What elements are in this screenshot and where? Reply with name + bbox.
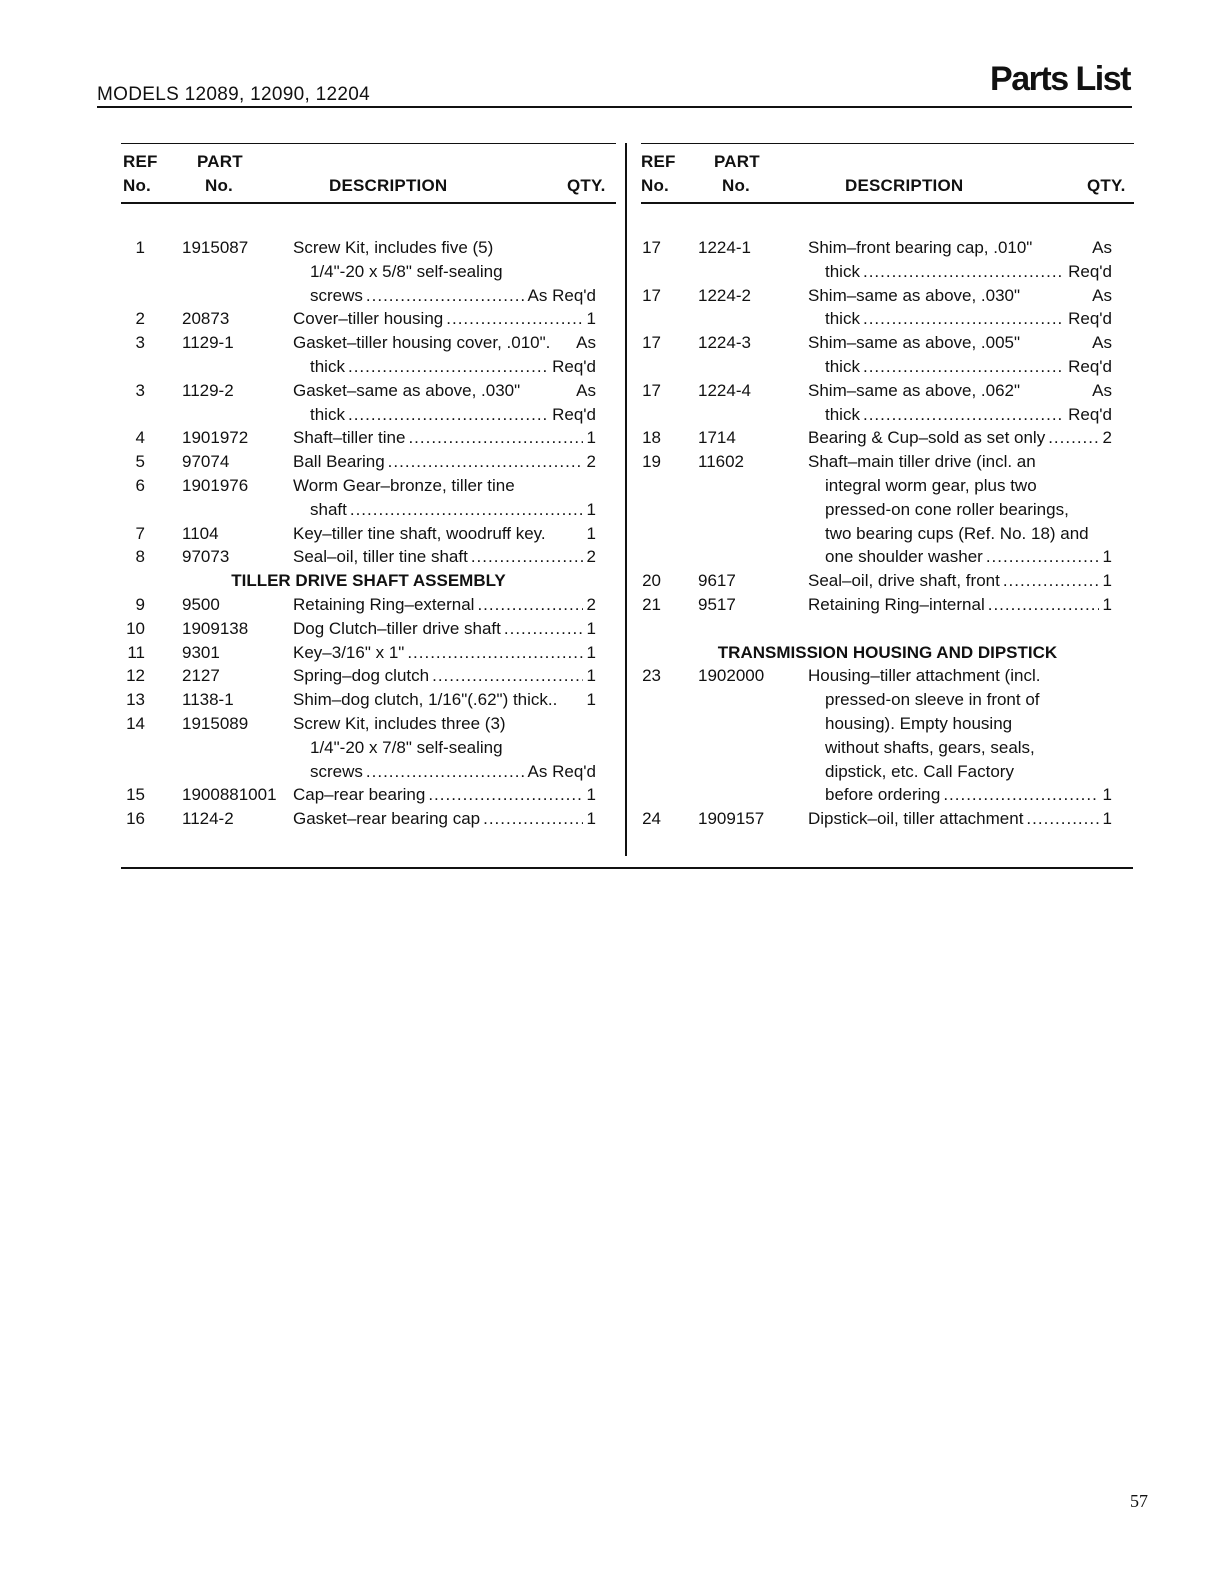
part-number: 1915087: [182, 238, 249, 257]
table-row: [641, 593, 1134, 617]
ref-number: 16: [126, 809, 145, 829]
table-row: [121, 664, 616, 688]
table-row: [121, 474, 616, 498]
dot-leader: [863, 403, 1064, 427]
quantity: 1: [1102, 809, 1112, 829]
table-row: [121, 236, 616, 260]
qty-header: QTY.: [1087, 176, 1126, 195]
table-row: [121, 379, 616, 403]
dot-leader: [348, 403, 548, 427]
quantity: As: [576, 380, 596, 400]
description: shaft: [310, 499, 347, 519]
part-number: 1900881001: [182, 785, 277, 805]
ref-number: 7: [135, 523, 145, 543]
part-number: 11602: [698, 452, 745, 472]
table-header: [121, 152, 616, 202]
table-row: [641, 783, 1134, 807]
table-row: [641, 331, 1134, 355]
qty-header: QTY.: [567, 176, 606, 195]
description: Housing–tiller attachment (incl.: [808, 666, 1041, 686]
dot-leader: [483, 807, 582, 831]
part-number: 1138-1: [182, 690, 234, 710]
table-row: [641, 474, 1134, 498]
ref-number: 11: [127, 642, 145, 662]
quantity: Req'd: [552, 356, 596, 376]
description: thick: [825, 309, 860, 329]
table-row: [121, 807, 616, 831]
table-row: [641, 664, 1134, 688]
ref-number: 2: [135, 309, 145, 329]
description: Retaining Ring–external: [293, 594, 475, 614]
table-row: [121, 760, 616, 784]
ref-number: 13: [126, 690, 145, 710]
part-number: 97073: [182, 547, 230, 567]
description: pressed-on sleeve in front of: [825, 690, 1040, 710]
description: thick: [825, 261, 860, 281]
ref-number: 24: [642, 809, 661, 829]
quantity: As: [576, 333, 596, 353]
part-number: 9301: [182, 642, 220, 662]
part-number: 1224-4: [698, 380, 751, 400]
table-row: [641, 736, 1134, 760]
table-row: [641, 236, 1134, 260]
dot-leader: [348, 355, 548, 379]
table-row: [641, 760, 1134, 784]
ref-number: 17: [642, 285, 661, 305]
quantity: 2: [586, 452, 596, 472]
header-divider: [97, 106, 1132, 108]
part-number: 20873: [182, 309, 230, 329]
dot-leader: [943, 783, 1098, 807]
description: Spring–dog clutch: [293, 666, 430, 686]
page-title: Parts List: [990, 60, 1130, 98]
dot-leader: [1048, 426, 1098, 450]
table-row: [641, 498, 1134, 522]
description: Shaft–tiller tine: [293, 428, 406, 448]
description: Key–tiller tine shaft, woodruff key.: [293, 523, 546, 543]
table-row: [121, 403, 616, 427]
description: Seal–oil, tiller tine shaft: [293, 547, 468, 567]
part-number: 1901972: [182, 428, 249, 448]
parts-rows-right: [641, 236, 1134, 831]
quantity: As: [1092, 285, 1112, 305]
dot-leader: [388, 450, 583, 474]
ref-number: 20: [642, 571, 661, 591]
quantity: 1: [586, 690, 596, 710]
table-row: [641, 545, 1134, 569]
description: Cover–tiller housing: [293, 309, 444, 329]
description: 1/4"-20 x 5/8" self-sealing: [310, 261, 503, 281]
quantity: 1: [586, 309, 596, 329]
dot-leader: [471, 545, 583, 569]
description: Bearing & Cup–sold as set only: [808, 428, 1046, 448]
description: Shim–dog clutch, 1/16"(.62") thick..: [293, 690, 558, 710]
ref-number: 5: [135, 452, 145, 472]
quantity: Req'd: [552, 404, 596, 424]
description: screws: [310, 285, 363, 305]
description: Seal–oil, drive shaft, front: [808, 571, 1000, 591]
ref-number: 1: [135, 238, 145, 257]
dot-leader: [408, 426, 582, 450]
table-row: [121, 783, 616, 807]
table-header: [641, 152, 1134, 202]
part-number: 1909157: [698, 809, 765, 829]
table-row: [641, 426, 1134, 450]
part-header: PART: [714, 152, 760, 171]
part-number: 2127: [182, 666, 220, 686]
description: Gasket–rear bearing cap: [293, 809, 481, 829]
description: Dipstick–oil, tiller attachment: [808, 809, 1024, 829]
description: Key–3/16" x 1": [293, 642, 405, 662]
ref-number: 3: [135, 380, 145, 400]
description: pressed-on cone roller bearings,: [825, 499, 1069, 519]
dot-leader: [1003, 569, 1099, 593]
table-row: [121, 545, 616, 569]
table-row: [121, 688, 616, 712]
dot-leader: [988, 593, 1099, 617]
quantity: 1: [586, 428, 596, 448]
ref-no-header: No.: [123, 176, 151, 195]
table-row: [121, 617, 616, 641]
table-row: [121, 498, 616, 522]
quantity: As: [1092, 333, 1112, 353]
part-number: 1129-1: [182, 333, 234, 353]
description: without shafts, gears, seals,: [825, 737, 1035, 757]
ref-number: 9: [135, 594, 145, 614]
table-row: [641, 688, 1134, 712]
quantity: 1: [586, 618, 596, 638]
table-row: [121, 284, 616, 308]
description: screws: [310, 761, 363, 781]
description: Cap–rear bearing: [293, 785, 426, 805]
part-number: 1902000: [698, 666, 765, 686]
quantity: 1: [1102, 547, 1112, 567]
table-row: [121, 426, 616, 450]
part-number: 97074: [182, 452, 230, 472]
ref-header: REF: [641, 152, 676, 171]
description: 1/4"-20 x 7/8" self-sealing: [310, 737, 503, 757]
quantity: Req'd: [1068, 261, 1112, 281]
description: Shaft–main tiller drive (incl. an: [808, 452, 1036, 472]
page-number: 57: [1130, 1491, 1148, 1511]
part-number: 9517: [698, 594, 736, 614]
part-no-header: No.: [205, 176, 233, 195]
parts-rows-left: [121, 236, 616, 831]
dot-leader: [446, 307, 582, 331]
ref-number: 21: [642, 594, 661, 614]
description: Shim–same as above, .030": [808, 285, 1021, 305]
table-row: [641, 450, 1134, 474]
quantity: 1: [586, 809, 596, 829]
bottom-divider: [121, 867, 1133, 869]
part-number: 1124-2: [182, 809, 234, 829]
part-header: PART: [197, 152, 243, 171]
dot-leader: [1026, 807, 1098, 831]
description: Shim–same as above, .062": [808, 380, 1021, 400]
part-number: 1909138: [182, 618, 249, 638]
table-row: [641, 807, 1134, 831]
dot-leader: [863, 260, 1064, 284]
table-row: [121, 355, 616, 379]
header-rule: [641, 202, 1134, 204]
models-label: MODELS 12089, 12090, 12204: [97, 84, 370, 105]
section-title: TILLER DRIVE SHAFT ASSEMBLY: [231, 571, 506, 591]
dot-leader: [350, 498, 583, 522]
description-header: DESCRIPTION: [845, 176, 964, 195]
quantity: 1: [1102, 785, 1112, 805]
dot-leader: [366, 760, 524, 784]
part-number: 1901976: [182, 475, 249, 495]
part-number: 1224-3: [698, 333, 751, 353]
quantity: 1: [586, 666, 596, 686]
table-row: [121, 641, 616, 665]
ref-number: 12: [126, 666, 145, 686]
header-rule: [121, 202, 616, 204]
dot-leader: [477, 593, 582, 617]
description: Screw Kit, includes three (3): [293, 713, 506, 733]
quantity: Req'd: [1068, 356, 1112, 376]
quantity: As Req'd: [527, 285, 596, 305]
quantity: 1: [586, 499, 596, 519]
table-row: [121, 331, 616, 355]
ref-number: 17: [642, 380, 661, 400]
description: Gasket–tiller housing cover, .010".: [293, 333, 551, 353]
description: Shim–front bearing cap, .010": [808, 238, 1033, 257]
description: thick: [825, 404, 860, 424]
ref-no-header: No.: [641, 176, 669, 195]
dot-leader: [986, 545, 1099, 569]
blank-row: [641, 617, 1134, 641]
dot-leader: [863, 307, 1064, 331]
quantity: 1: [586, 785, 596, 805]
quantity: As: [1092, 380, 1112, 400]
description: Gasket–same as above, .030": [293, 380, 521, 400]
description: housing). Empty housing: [825, 713, 1013, 733]
ref-number: 10: [126, 618, 145, 638]
description: Retaining Ring–internal: [808, 594, 985, 614]
part-number: 1129-2: [182, 380, 234, 400]
dot-leader: [504, 617, 583, 641]
ref-header: REF: [123, 152, 158, 171]
ref-number: 19: [642, 452, 661, 472]
quantity: 2: [1102, 428, 1112, 448]
table-row: [121, 450, 616, 474]
table-row: [641, 712, 1134, 736]
ref-number: 23: [642, 666, 661, 686]
ref-number: 17: [642, 238, 661, 257]
ref-number: 17: [642, 333, 661, 353]
part-number: 1714: [698, 428, 736, 448]
table-row: [641, 284, 1134, 308]
description: two bearing cups (Ref. No. 18) and: [825, 523, 1089, 543]
quantity: 2: [586, 594, 596, 614]
table-row: [641, 403, 1134, 427]
table-row: [641, 260, 1134, 284]
table-row: [121, 712, 616, 736]
dot-leader: [366, 284, 524, 308]
column-divider: [625, 143, 627, 856]
part-number: 1104: [182, 523, 219, 543]
ref-number: 14: [126, 713, 145, 733]
dot-leader: [432, 664, 582, 688]
description: one shoulder washer: [825, 547, 983, 567]
part-number: 1224-1: [698, 238, 751, 257]
table-row: [641, 307, 1134, 331]
description: thick: [825, 356, 860, 376]
part-number: 1915089: [182, 713, 249, 733]
part-no-header: No.: [722, 176, 750, 195]
ref-number: 8: [135, 547, 145, 567]
ref-number: 6: [135, 475, 145, 495]
quantity: 2: [586, 547, 596, 567]
description: Shim–same as above, .005": [808, 333, 1021, 353]
description: Worm Gear–bronze, tiller tine: [293, 475, 515, 495]
table-top-rule: [121, 143, 616, 144]
section-title: TRANSMISSION HOUSING AND DIPSTICK: [717, 642, 1058, 662]
table-row: [121, 307, 616, 331]
dot-leader: [407, 641, 582, 665]
part-number: 9617: [698, 571, 736, 591]
part-number: 1224-2: [698, 285, 751, 305]
ref-number: 15: [126, 785, 145, 805]
table-row: [641, 569, 1134, 593]
quantity: 1: [586, 642, 596, 662]
table-row: [641, 379, 1134, 403]
table-row: [121, 522, 616, 546]
ref-number: 18: [642, 428, 661, 448]
part-number: 9500: [182, 594, 220, 614]
table-row: [121, 260, 616, 284]
table-row: [121, 593, 616, 617]
description: thick: [310, 356, 345, 376]
description: Ball Bearing: [293, 452, 385, 472]
quantity: 1: [586, 523, 596, 543]
quantity: Req'd: [1068, 309, 1112, 329]
table-top-rule: [641, 143, 1134, 144]
description: Screw Kit, includes five (5): [293, 238, 494, 257]
description: dipstick, etc. Call Factory: [825, 761, 1014, 781]
ref-number: 3: [135, 333, 145, 353]
quantity: Req'd: [1068, 404, 1112, 424]
table-row: [121, 736, 616, 760]
dot-leader: [863, 355, 1064, 379]
quantity: As Req'd: [527, 761, 596, 781]
ref-number: 4: [135, 428, 145, 448]
description: integral worm gear, plus two: [825, 475, 1037, 495]
description: before ordering: [825, 785, 941, 805]
description-header: DESCRIPTION: [329, 176, 448, 195]
description: thick: [310, 404, 345, 424]
dot-leader: [428, 783, 582, 807]
quantity: As: [1092, 238, 1112, 257]
quantity: 1: [1102, 571, 1112, 591]
table-row: [641, 522, 1134, 546]
table-row: [641, 355, 1134, 379]
description: Dog Clutch–tiller drive shaft: [293, 618, 501, 638]
quantity: 1: [1102, 594, 1112, 614]
